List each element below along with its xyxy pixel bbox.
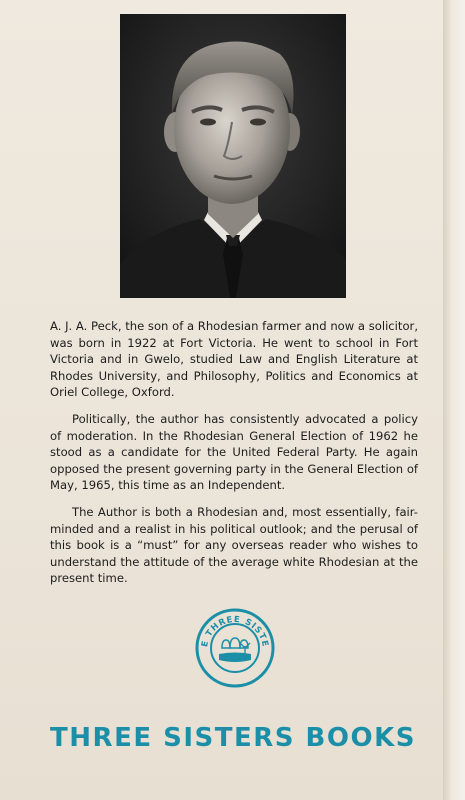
page-edge (443, 0, 465, 800)
logo-ring-text: E THREE SISTE (200, 614, 270, 649)
author-portrait (120, 14, 346, 298)
bio-paragraph: Politically, the author has consistently advocated a policy of moderation. In the Rhodesian General Election of 1962 he stood as a candidate for the United Federal Party. He again opposed the present governing party in the General Election of May, 1965, this time as an Independent. (50, 411, 418, 493)
three-sisters-logo (195, 608, 275, 688)
bio-paragraph: A. J. A. Peck, the son of a Rhodesian farmer and now a solicitor, was born in 1922 at Fort Victoria. He went to school in Fort Victoria and in Gwelo, studied Law and English Literature at Rhodes University, and Philosophy, Politics and Economics at Oriel College, Oxford. (50, 319, 418, 400)
publisher-name: THREE SISTERS BOOKS (50, 723, 416, 753)
bio-paragraph: The Author is both a Rhodesian and, most essentially, fair-minded and a realist in his political outlook; and the perusal of this book is a “must” for any overseas reader who wishes to understand the attitude of the average white Rhodesian at the present time. (50, 504, 418, 586)
author-biography (50, 318, 418, 597)
